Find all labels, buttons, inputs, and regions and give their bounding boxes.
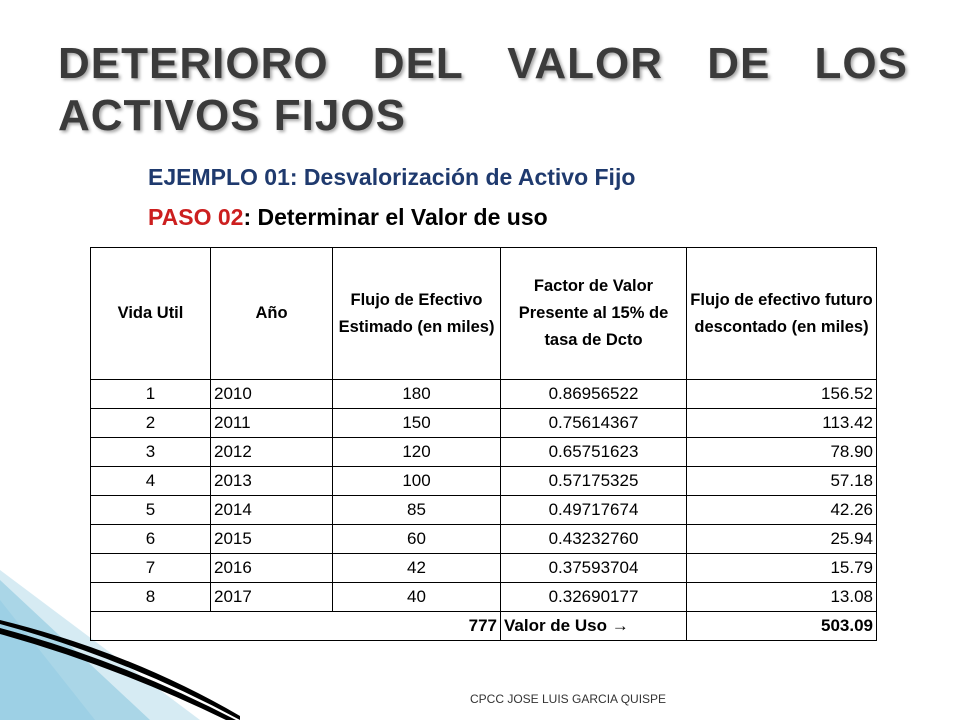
step-heading <box>148 204 548 231</box>
table-row <box>91 525 877 554</box>
table-cell: 0.32690177 <box>501 583 687 612</box>
column-header: Flujo de efectivo futuro descontado (en miles) <box>687 248 877 380</box>
slide-title: DETERIORO DEL VALOR DE LOS ACTIVOS FIJOS <box>58 39 908 140</box>
table-cell: 78.90 <box>687 438 877 467</box>
table-cell: 0.43232760 <box>501 525 687 554</box>
table-cell: 7 <box>91 554 211 583</box>
table-cell: 0.75614367 <box>501 409 687 438</box>
table-cell: 5 <box>91 496 211 525</box>
table-row <box>91 554 877 583</box>
table-cell: 13.08 <box>687 583 877 612</box>
table-row <box>91 467 877 496</box>
table-cell: 0.65751623 <box>501 438 687 467</box>
table-cell: 6 <box>91 525 211 554</box>
table-cell: 150 <box>333 409 501 438</box>
table-cell: 60 <box>333 525 501 554</box>
footer-author: CPCC JOSE LUIS GARCIA QUISPE <box>470 692 667 706</box>
table-cell: 25.94 <box>687 525 877 554</box>
table-cell: 2016 <box>211 554 333 583</box>
table-cell: 2010 <box>211 380 333 409</box>
table-row <box>91 438 877 467</box>
table-cell: 42 <box>333 554 501 583</box>
table-cell: 2012 <box>211 438 333 467</box>
table-cell: 42.26 <box>687 496 877 525</box>
table-cell: 0.49717674 <box>501 496 687 525</box>
value-in-use-table <box>90 247 877 641</box>
column-header: Vida Util <box>91 248 211 380</box>
table-cell: 1 <box>91 380 211 409</box>
table-row <box>91 496 877 525</box>
total-label-cell: Valor de Uso → <box>501 612 687 641</box>
step-label: PASO 02 <box>148 204 244 230</box>
table-cell: 113.42 <box>687 409 877 438</box>
table-cell: 40 <box>333 583 501 612</box>
table-cell: 57.18 <box>687 467 877 496</box>
table-cell: 2017 <box>211 583 333 612</box>
table-cell: 2015 <box>211 525 333 554</box>
table-cell: 2013 <box>211 467 333 496</box>
table-row <box>91 409 877 438</box>
table-cell: 2014 <box>211 496 333 525</box>
table-row <box>91 380 877 409</box>
table-cell: 3 <box>91 438 211 467</box>
table-cell: 100 <box>333 467 501 496</box>
table-cell: 0.86956522 <box>501 380 687 409</box>
table-cell: 15.79 <box>687 554 877 583</box>
table-cell: 85 <box>333 496 501 525</box>
table-header-row <box>91 248 877 380</box>
table-cell: 2 <box>91 409 211 438</box>
step-text: : Determinar el Valor de uso <box>243 204 548 230</box>
table-cell: 120 <box>333 438 501 467</box>
table-cell: 0.57175325 <box>501 467 687 496</box>
column-header: Flujo de Efectivo Estimado (en miles) <box>333 248 501 380</box>
column-header: Factor de Valor Presente al 15% de tasa de Dcto <box>501 248 687 380</box>
table-cell: 156.52 <box>687 380 877 409</box>
table-cell: 180 <box>333 380 501 409</box>
table-cell: 8 <box>91 583 211 612</box>
table-cell: 2011 <box>211 409 333 438</box>
table-cell: 0.37593704 <box>501 554 687 583</box>
total-row <box>91 612 877 641</box>
table-row <box>91 583 877 612</box>
total-value-cell: 503.09 <box>687 612 877 641</box>
table-cell: 4 <box>91 467 211 496</box>
column-header: Año <box>211 248 333 380</box>
total-sum-cell: 777 <box>91 612 501 641</box>
slide-subtitle: EJEMPLO 01: Desvalorización de Activo Fijo <box>148 164 636 190</box>
